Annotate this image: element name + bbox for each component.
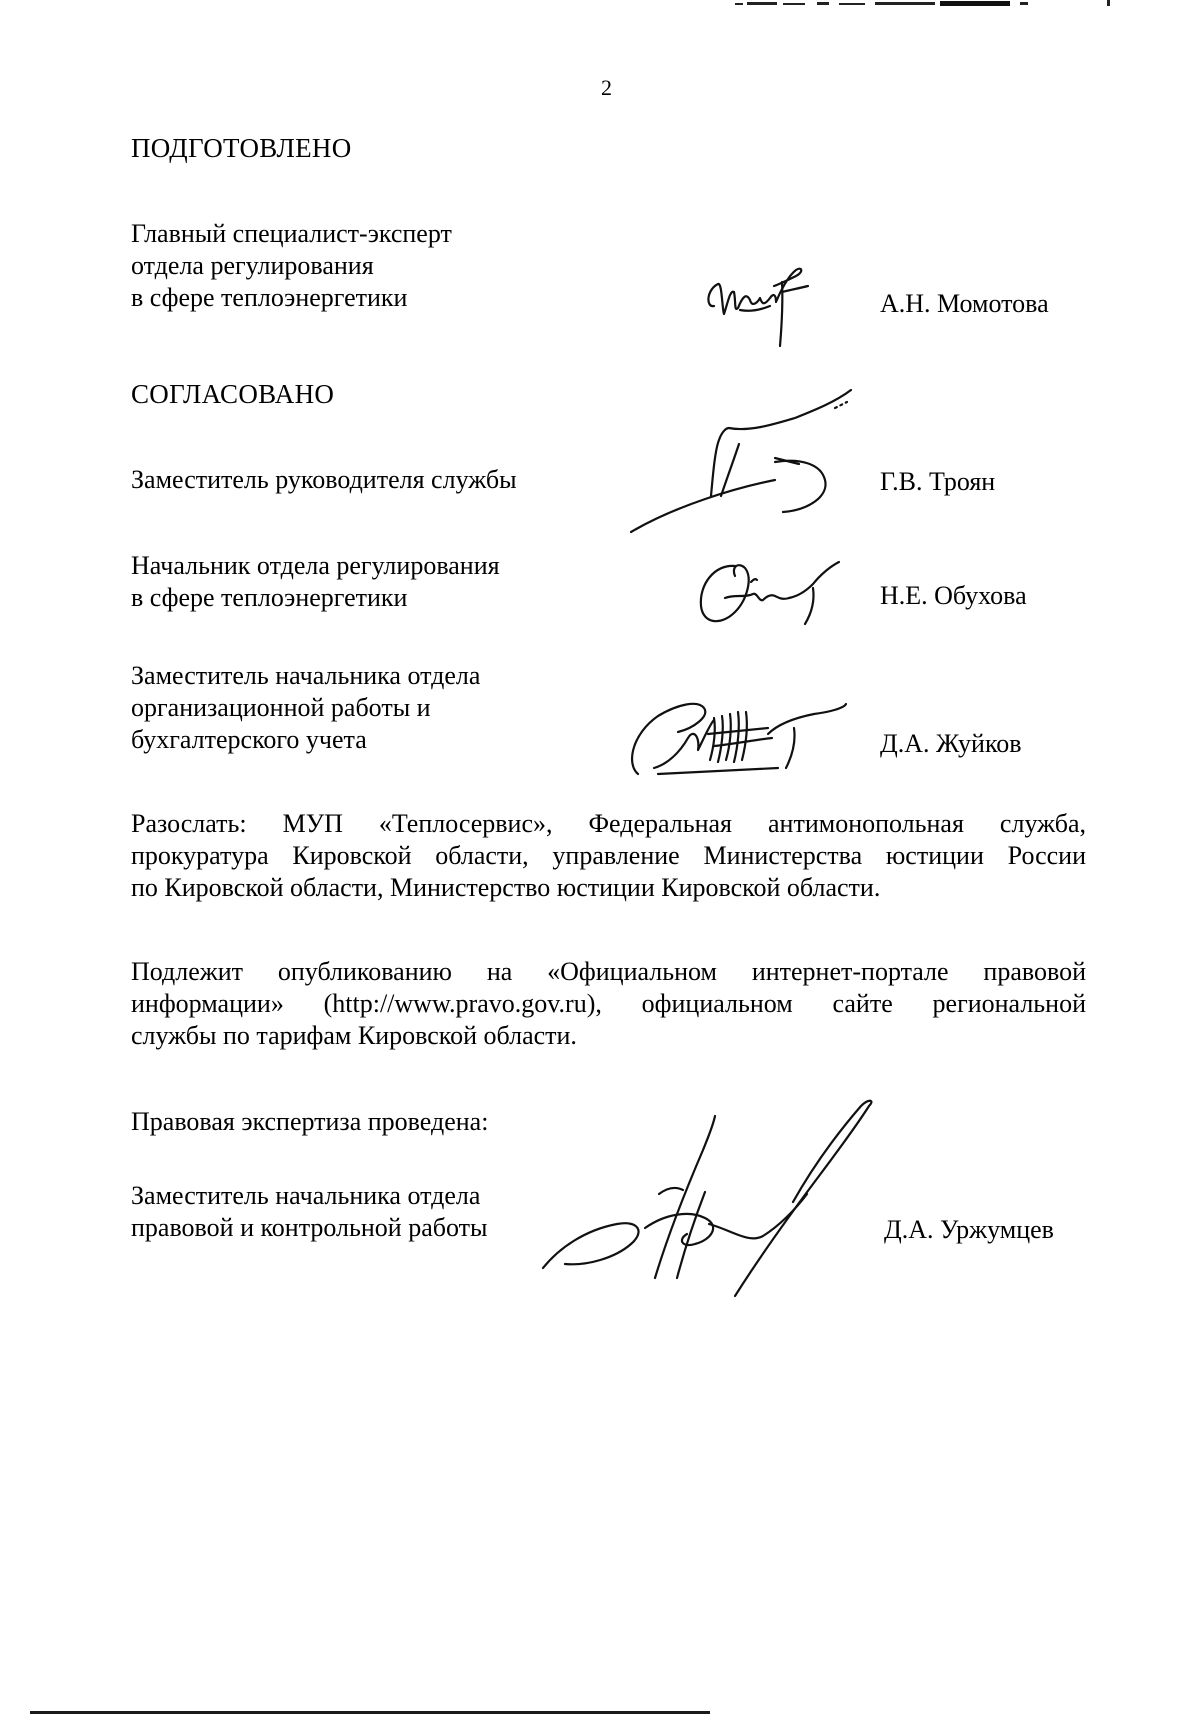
scan-artifact-bottom [30,1711,710,1714]
prepared-position [131,218,631,314]
position-line: Начальник отдела регулирования [131,551,500,580]
urzhumtsev-signature [535,1098,885,1298]
agreed-signer-1-position [131,464,631,496]
position-line: Заместитель начальника отдела [131,661,481,690]
position-line: бухгалтерского учета [131,725,367,754]
agreed-signer-3-name: Д.А. Жуйков [880,729,1022,758]
position-line: Главный специалист-эксперт [131,219,452,248]
position-line: организационной работы и [131,693,431,722]
scan-artifact-top [735,0,1120,6]
position-line: в сфере теплоэнергетики [131,283,408,312]
position-line: отдела регулирования [131,251,374,280]
distribution-paragraph [131,808,1086,904]
agreed-heading: СОГЛАСОВАНО [131,379,335,409]
zhuykov-signature [618,694,848,784]
agreed-signer-3-position [131,660,631,756]
paragraph-line: Подлежит опубликованию на «Официальном интернет-портале правовой [131,957,1086,986]
paragraph-line: по Кировской области, Министерство юстиции Кировской области. [131,873,881,902]
obukhova-signature [695,558,845,633]
paragraph-line: информации» (http://www.pravo.gov.ru), официальном сайте региональной [131,989,1086,1018]
paragraph-line: прокуратура Кировской области, управление Министерства юстиции России [131,841,1086,870]
legal-review-signer-name: Д.А. Уржумцев [884,1215,1054,1244]
paragraph-line: службы по тарифам Кировской области. [131,1021,577,1050]
publication-paragraph [131,956,1086,1052]
prepared-heading: ПОДГОТОВЛЕНО [131,133,352,163]
position-line: в сфере теплоэнергетики [131,583,408,612]
prepared-signer-name: А.Н. Момотова [880,289,1049,318]
page-number: 2 [601,75,612,100]
paragraph-line: Разослать: МУП «Теплосервис», Федеральная антимонопольная служба, [131,809,1086,838]
legal-review-heading: Правовая экспертиза проведена: [131,1107,489,1136]
position-line: Заместитель руководителя службы [131,465,517,494]
position-line: Заместитель начальника отдела [131,1181,481,1210]
position-line: правовой и контрольной работы [131,1213,488,1242]
agreed-signer-2-position [131,550,631,614]
momotova-signature [700,262,820,352]
agreed-signer-1-name: Г.В. Троян [880,467,996,496]
troyan-signature [625,388,865,538]
agreed-signer-2-name: Н.Е. Обухова [880,581,1027,610]
